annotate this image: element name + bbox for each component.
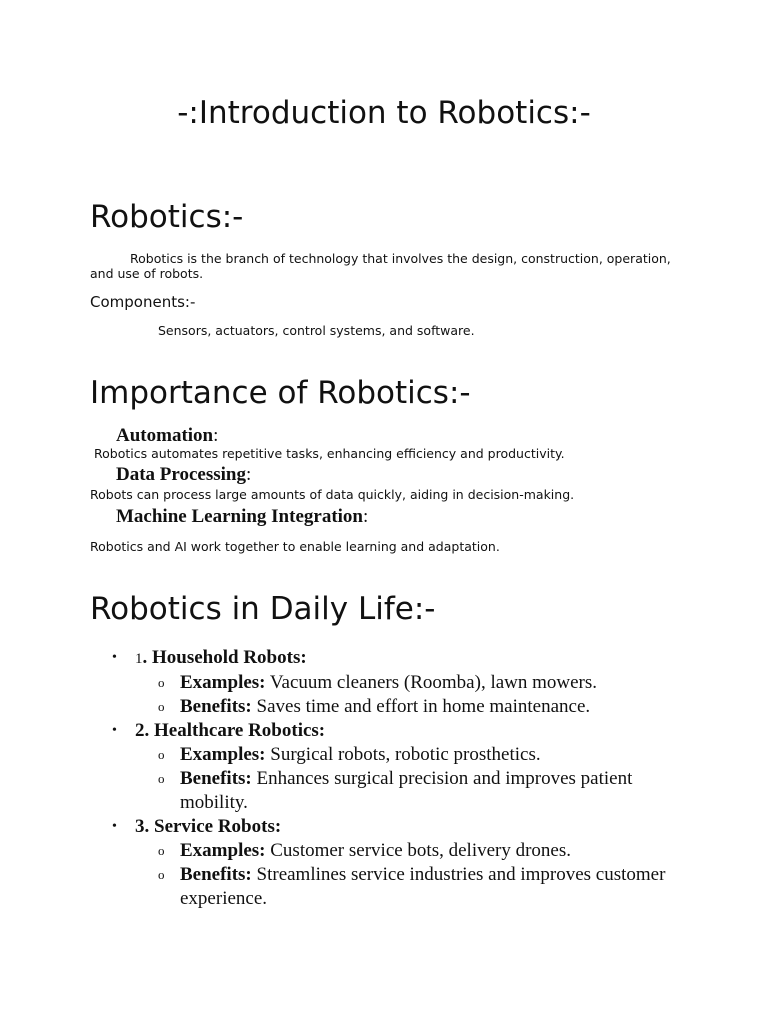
- bullet-icon: •: [112, 650, 117, 665]
- sub-item-benefits: o Benefits: Saves time and effort in home maintenance.: [158, 696, 591, 717]
- sub-bullet-icon: o: [158, 747, 165, 762]
- sub-item-examples: o Examples: Vacuum cleaners (Roomba), lawn mowers.: [158, 672, 598, 693]
- list-item-title: . Service Robots:: [144, 816, 282, 837]
- sub-bullet-icon: o: [158, 867, 165, 882]
- sub-item-benefits: o Benefits: Enhances surgical precision and improves patient mobility.: [158, 768, 633, 813]
- list-number: 3: [135, 816, 145, 837]
- sub-bullet-icon: o: [158, 675, 165, 690]
- components-label: Components:-: [90, 293, 196, 311]
- bullet-icon: •: [112, 819, 117, 834]
- robotics-definition-line2: and use of robots.: [90, 266, 204, 281]
- page-title: -:Introduction to Robotics:-: [177, 95, 591, 131]
- robotics-definition-line1: Robotics is the branch of technology that involves the design, construction, operation,: [130, 251, 671, 266]
- list-item-title: . Healthcare Robotics:: [144, 720, 326, 741]
- importance-item-data-processing-title: Data Processing:: [116, 464, 252, 485]
- daily-life-item-household: [90, 646, 690, 719]
- bullet-icon: •: [112, 723, 117, 738]
- importance-item-automation-title: Automation:: [116, 425, 219, 446]
- importance-item-automation-text: Robotics automates repetitive tasks, enhancing efficiency and productivity.: [94, 446, 565, 461]
- daily-life-heading: Robotics in Daily Life:-: [90, 591, 436, 627]
- sub-item-examples: o Examples: Surgical robots, robotic prosthetics.: [158, 744, 541, 765]
- sub-list: [90, 671, 690, 719]
- robotics-heading: Robotics:-: [90, 199, 244, 235]
- sub-list: [90, 743, 690, 815]
- sub-bullet-icon: o: [158, 843, 165, 858]
- list-number: 1: [135, 651, 143, 667]
- daily-life-item-healthcare: [90, 719, 690, 815]
- importance-item-ml-text: Robotics and AI work together to enable learning and adaptation.: [90, 539, 500, 554]
- list-item-title: . Household Robots:: [142, 647, 307, 668]
- sub-bullet-icon: o: [158, 771, 165, 786]
- importance-item-data-processing-text: Robots can process large amounts of data quickly, aiding in decision-making.: [90, 487, 575, 502]
- list-number: 2: [135, 720, 145, 741]
- sub-item-benefits: o Benefits: Streamlines service industries and improves customer experience.: [158, 864, 666, 909]
- sub-list: [90, 839, 690, 911]
- importance-heading: Importance of Robotics:-: [90, 375, 471, 411]
- sub-item-examples: o Examples: Customer service bots, delivery drones.: [158, 840, 572, 861]
- importance-item-ml-title: Machine Learning Integration:: [116, 506, 369, 527]
- sub-bullet-icon: o: [158, 699, 165, 714]
- daily-life-list: [90, 646, 690, 911]
- daily-life-item-service: [90, 815, 690, 911]
- components-text: Sensors, actuators, control systems, and software.: [158, 323, 475, 338]
